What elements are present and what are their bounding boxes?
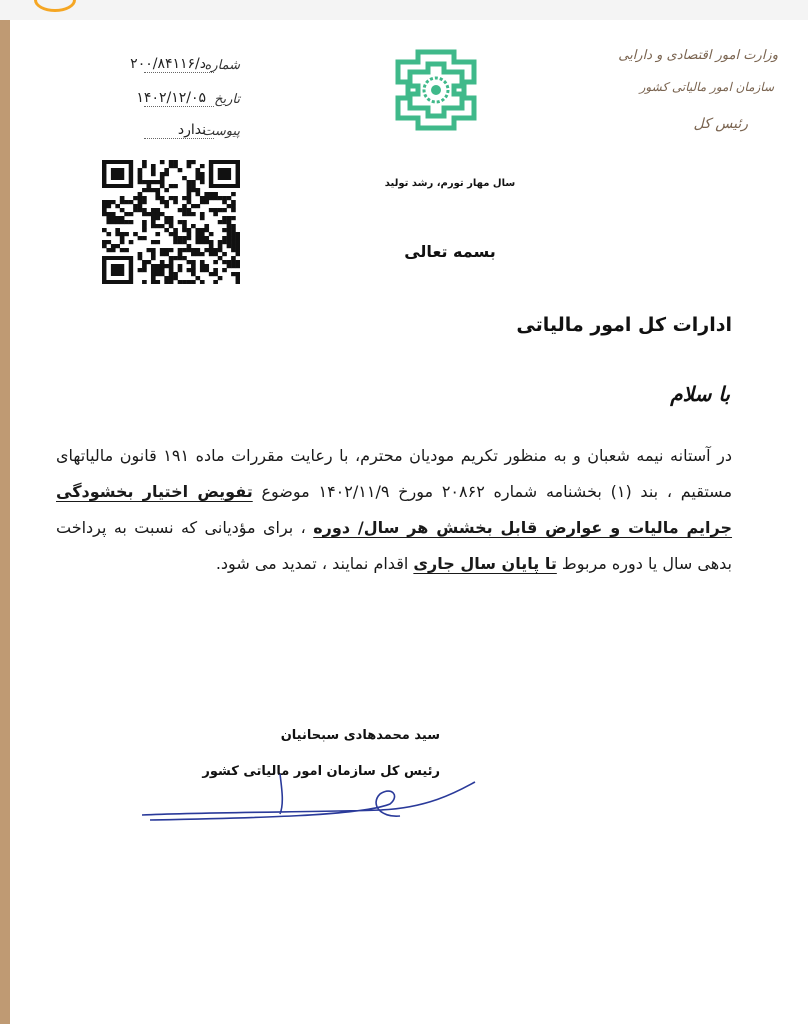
number-value: د/۲۰۰/۸۴۱۱۶ (130, 56, 206, 72)
attachment-value: ندارد (177, 122, 206, 138)
letter-page (10, 20, 808, 1024)
body-part-2: ، برای مؤدیانی که نسبت به پرداخت بدهی سال یا دوره مربوط (56, 518, 732, 573)
date-value: ۱۴۰۲/۱۲/۰۵ (136, 90, 206, 106)
body-bold-subject: تفویض اختیار بخشودگی جرایم مالیات و عوارض قابل بخشش هر سال/ دوره (56, 482, 733, 537)
year-slogan: سال مهار تورم، رشد تولید (384, 178, 516, 189)
number-row (80, 58, 240, 80)
page-edge (0, 20, 10, 1024)
ministry-header: وزارت امور اقتصادی و دارایی (618, 48, 778, 63)
body-bold-deadline: تا پایان سال جاری (413, 554, 557, 573)
status-bar (0, 0, 808, 20)
signatory-title: رئیس کل سازمان امور مالیاتی کشور (202, 764, 440, 779)
date-row (80, 92, 240, 114)
handwritten-signature (130, 760, 490, 830)
recipient: ادارات کل امور مالیاتی (516, 314, 732, 336)
letter-body (56, 438, 732, 582)
body-part-1: در آستانه نیمه شعبان و به منظور تکریم مودیان محترم، با رعایت مقررات ماده ۱۹۱ قانون مالیاتهای مستقیم ، بند (۱) بخشنامه شماره ۲۰۸۶۲ مورخ ۱۴۰۲/۱۱/۹ موضوع (56, 446, 733, 501)
signatory-name: سید محمدهادی سبحانیان (280, 728, 440, 743)
bismillah: بسمه تعالی (404, 242, 496, 261)
organization-header: سازمان امور مالیاتی کشور (639, 80, 774, 94)
greeting: با سلام (670, 382, 730, 406)
body-part-3: اقدام نمایند ، تمدید می شود. (215, 554, 409, 573)
qr-code (102, 160, 240, 284)
attachment-label: پیوست (202, 124, 240, 139)
head-header: رئیس کل (693, 116, 748, 132)
tax-organization-logo (388, 42, 484, 138)
attachment-row (80, 124, 240, 146)
date-label: تاریخ (214, 92, 240, 107)
number-label: شماره (204, 58, 240, 73)
